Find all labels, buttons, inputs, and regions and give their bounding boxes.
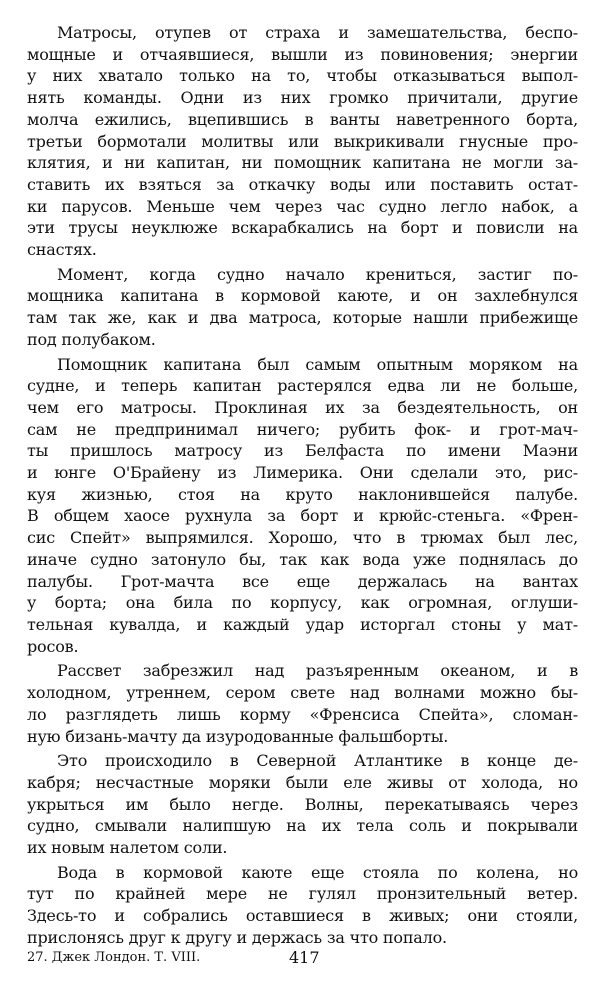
text-line: иначе судно затонуло бы, так как вода уже поднялась до bbox=[27, 549, 578, 569]
text-line: ты пришлось матросу из Белфаста по имени Маэни bbox=[27, 441, 578, 461]
page-number: 417 bbox=[289, 948, 320, 967]
text-line: кабря; несчастные моряки были еле живы от холода, но bbox=[27, 772, 578, 792]
text-line: Это происходило в Северной Атлантике в конце де- bbox=[57, 751, 578, 771]
volume-signature: 27. Джек Лондон. Т. VIII. bbox=[27, 950, 201, 965]
text-line: под полубаком. bbox=[27, 329, 156, 349]
text-line: Здесь-то и собрались оставшиеся в живых; они стояли, bbox=[27, 906, 578, 926]
text-line: третьи бормотали молитвы или выкрикивали гнусные про- bbox=[27, 131, 578, 151]
text-line: укрыться им было негде. Волны, перекатываясь через bbox=[27, 794, 578, 814]
text-line: Матросы, отупев от страха и замешательства, беспо- bbox=[57, 23, 578, 42]
text-line: тут по крайней мере не гулял пронзительный ветер. bbox=[27, 884, 578, 904]
text-line: тельная кувалда, и каждый удар исторгал стоны у мат- bbox=[27, 614, 578, 634]
text-line: у борта; она била по корпусу, как огромная, оглуши- bbox=[27, 593, 578, 613]
text-line: мощные и отчаявшиеся, вышли из повиновения; энергии bbox=[27, 44, 578, 64]
text-line: В общем хаосе рухнула за борт и крюйс-стеньга. «Френ- bbox=[27, 506, 578, 526]
text-line: Момент, когда судно начало крениться, застиг по- bbox=[57, 264, 578, 284]
text-line: ставить их взяться за откачку воды или поставить остат- bbox=[27, 174, 578, 194]
text-line: чем его матросы. Проклиная их за бездеятельность, он bbox=[27, 397, 578, 417]
text-line: ки парусов. Меньше чем через час судно легло набок, а bbox=[27, 196, 578, 216]
text-line: и юнге О'Брайену из Лимерика. Они сделали это, рис- bbox=[27, 463, 578, 483]
text-line: Вода в кормовой каюте еще стояла по колена, но bbox=[57, 862, 578, 882]
paragraph bbox=[27, 22, 578, 261]
paragraph bbox=[27, 264, 578, 351]
text-line: Рассвет забрезжил над разъяренным океаном, и в bbox=[57, 661, 578, 681]
text-line: мощника капитана в кормовой каюте, и он захлебнулся bbox=[27, 286, 578, 306]
paragraph bbox=[27, 660, 578, 747]
paragraph bbox=[27, 862, 578, 949]
text-line: сам не предпринимал ничего; рубить фок- и грот-мач- bbox=[27, 419, 578, 439]
text-line: росов. bbox=[27, 636, 79, 656]
text-line: палубы. Грот-мачта все еще держалась на вантах bbox=[27, 571, 578, 591]
paragraph bbox=[27, 354, 578, 658]
text-line: там так же, как и два матроса, которые нашли прибежище bbox=[27, 308, 578, 328]
text-line: сис Спейт» выпрямился. Хорошо, что в трюмах был лес, bbox=[27, 528, 578, 548]
text-line: судно, смывали налипшую на их тела соль и покрывали bbox=[27, 816, 578, 836]
text-line: ло разглядеть лишь корму «Френсиса Спейта», сломан- bbox=[27, 704, 578, 724]
text-line: ную бизань-мачту да изуродованные фальшборты. bbox=[27, 726, 449, 746]
text-line: Помощник капитана был самым опытным моряком на bbox=[57, 354, 578, 374]
text-line: куя жизнью, стоя на круто наклонившейся палубе. bbox=[27, 484, 578, 504]
text-line: холодном, утреннем, сером свете над волнами можно бы- bbox=[27, 683, 578, 703]
text-line: их новым налетом соли. bbox=[27, 838, 228, 858]
text-line: эти трусы неуклюже вскарабкались на борт и повисли на bbox=[27, 218, 578, 238]
page-body bbox=[27, 22, 578, 952]
text-line: молча ежились, вцепившись в ванты наветренного борта, bbox=[27, 109, 578, 129]
text-line: нять команды. Одни из них громко причитали, другие bbox=[27, 88, 578, 108]
text-line: снастях. bbox=[27, 240, 97, 260]
paragraph bbox=[27, 750, 578, 859]
text-line: судне, и теперь капитан растерялся едва ли не больше, bbox=[27, 376, 578, 396]
text-line: у них хватало только на то, чтобы отказываться выпол- bbox=[27, 66, 578, 86]
text-line: клятия, и ни капитан, ни помощник капитана не могли за- bbox=[27, 153, 578, 173]
text-line: прислонясь друг к другу и держась за что попало. bbox=[27, 927, 447, 947]
